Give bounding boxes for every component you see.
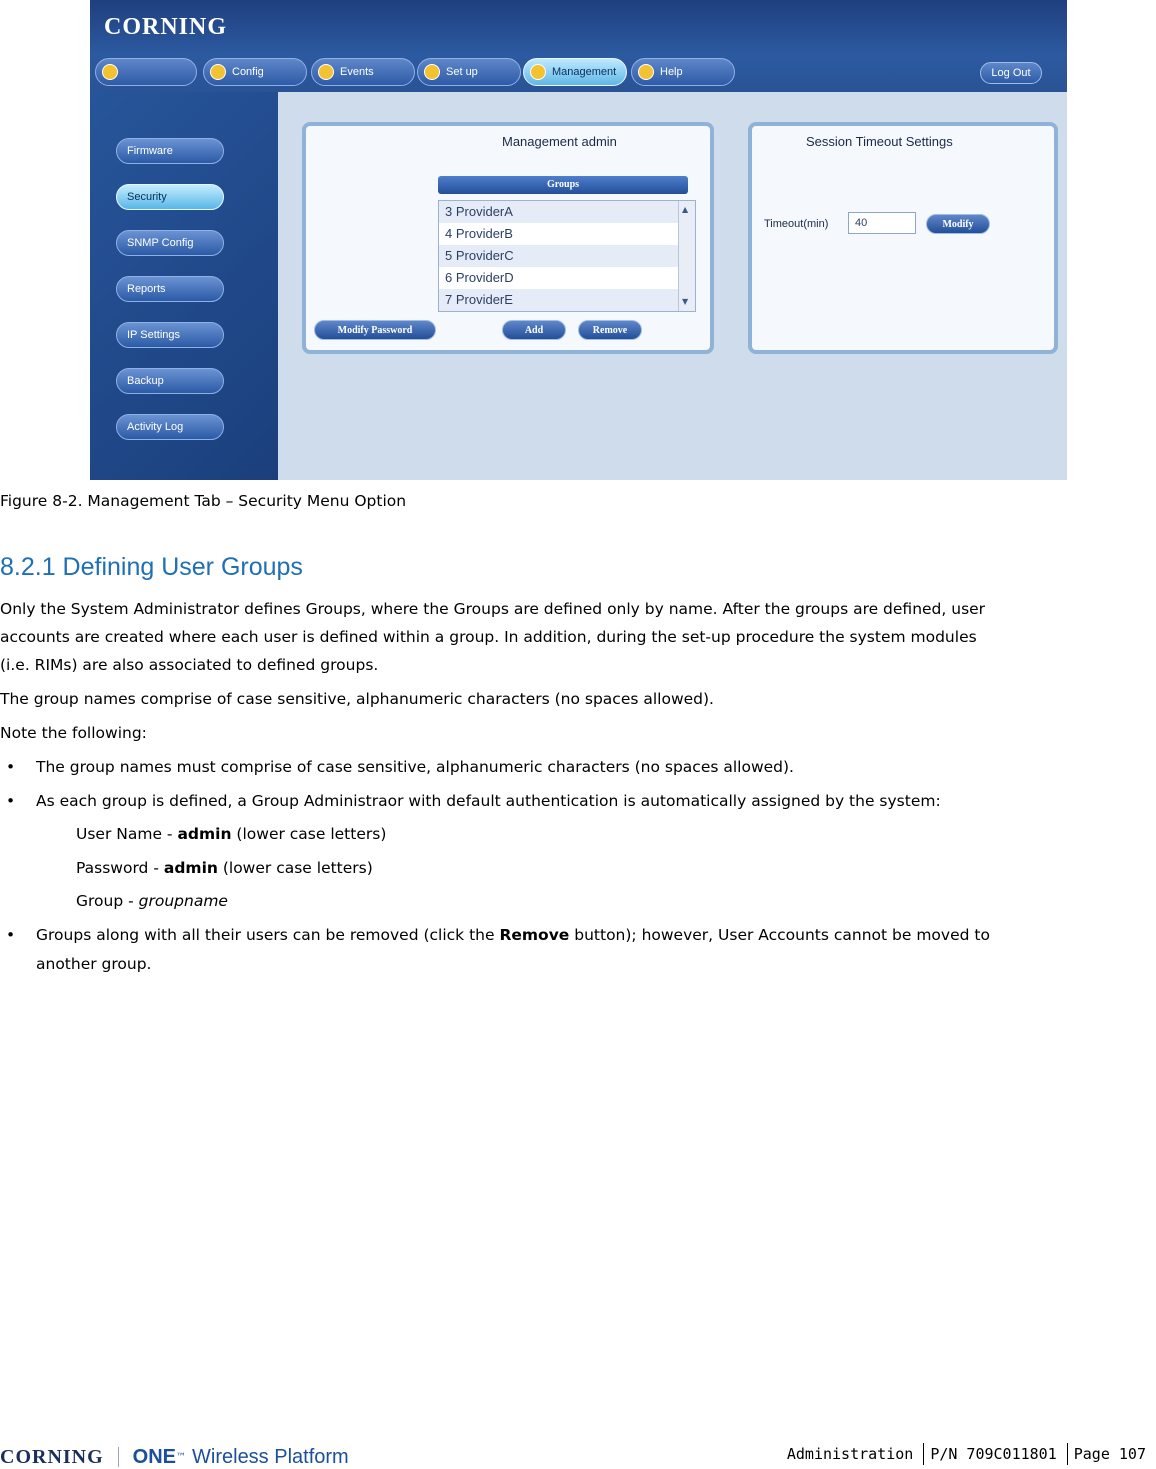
- corning-logo: CORNING: [104, 14, 228, 40]
- groups-header: Groups: [438, 176, 688, 194]
- default-group: Group - groupname: [76, 892, 228, 910]
- bullet-icon: •: [6, 758, 16, 776]
- modify-password-button[interactable]: Modify Password: [314, 320, 436, 340]
- nav-reports[interactable]: Reports: [116, 276, 224, 302]
- paragraph: accounts are created where each user is defined within a group. In addition, during the set-up procedure the system modules: [0, 628, 977, 646]
- paragraph: (i.e. RIMs) are also associated to defined groups.: [0, 656, 379, 674]
- bullet-icon: •: [6, 926, 16, 944]
- paragraph: Note the following:: [0, 724, 147, 742]
- scroll-up-icon[interactable]: ▲: [682, 205, 689, 214]
- groups-scrollbar[interactable]: [678, 201, 695, 311]
- nav-snmp-config[interactable]: SNMP Config: [116, 230, 224, 256]
- default-user-name: User Name - admin (lower case letters): [76, 825, 387, 843]
- footer-logo: CORNING ONE ™ Wireless Platform: [0, 1445, 349, 1468]
- tab-home[interactable]: [95, 58, 197, 86]
- list-item[interactable]: 7 ProviderE: [439, 289, 695, 311]
- scroll-down-icon[interactable]: ▼: [682, 297, 689, 306]
- management-admin-title: Management admin: [502, 134, 617, 149]
- events-icon: [318, 64, 334, 80]
- add-button[interactable]: Add: [502, 320, 566, 340]
- home-icon: [102, 64, 118, 80]
- tab-help[interactable]: Help: [631, 58, 735, 86]
- management-admin-panel: [302, 122, 714, 354]
- figure-caption: Figure 8-2. Management Tab – Security Menu Option: [0, 492, 407, 510]
- default-password: Password - admin (lower case letters): [76, 859, 373, 877]
- list-item[interactable]: 5 ProviderC: [439, 245, 695, 267]
- footer-page-info: [787, 1443, 1146, 1465]
- content-area: [278, 92, 1067, 480]
- nav-security[interactable]: Security: [116, 184, 224, 210]
- tab-management[interactable]: Management: [523, 58, 627, 86]
- nav-backup[interactable]: Backup: [116, 368, 224, 394]
- left-nav: [90, 92, 278, 480]
- wrench-icon: [210, 64, 226, 80]
- tab-events[interactable]: Events: [311, 58, 415, 86]
- tab-setup[interactable]: Set up: [417, 58, 521, 86]
- nav-ip-settings[interactable]: IP Settings: [116, 322, 224, 348]
- session-timeout-title: Session Timeout Settings: [806, 134, 953, 149]
- bullet-icon: •: [6, 792, 16, 810]
- management-icon: [530, 64, 546, 80]
- groups-list[interactable]: [438, 200, 696, 312]
- timeout-label: Timeout(min): [764, 218, 829, 230]
- paragraph: Only the System Administrator defines Groups, where the Groups are defined only by name. After the groups are defined, user: [0, 600, 986, 618]
- list-item[interactable]: 6 ProviderD: [445, 270, 514, 285]
- footer-section: Administration: [786, 1445, 914, 1463]
- logout-button[interactable]: Log Out: [980, 62, 1042, 84]
- timeout-input[interactable]: 40: [848, 212, 916, 234]
- app-header: [90, 0, 1067, 92]
- remove-button[interactable]: Remove: [578, 320, 642, 340]
- footer-part-number: P/N 709C011801: [930, 1445, 1057, 1463]
- list-item[interactable]: 4 ProviderB: [445, 226, 513, 241]
- session-timeout-panel: [748, 122, 1058, 354]
- nav-firmware[interactable]: Firmware: [116, 138, 224, 164]
- nav-activity-log[interactable]: Activity Log: [116, 414, 224, 440]
- footer-page-number: Page 107: [1073, 1445, 1146, 1463]
- section-heading: 8.2.1 Defining User Groups: [0, 553, 303, 581]
- modify-button[interactable]: Modify: [926, 214, 990, 234]
- footer-divider: [118, 1447, 119, 1467]
- paragraph: The group names comprise of case sensitive, alphanumeric characters (no spaces allowed).: [0, 690, 714, 708]
- management-screenshot: [90, 0, 1067, 480]
- list-item[interactable]: 3 ProviderA: [439, 201, 695, 223]
- setup-icon: [424, 64, 440, 80]
- tab-config[interactable]: Config: [203, 58, 307, 86]
- help-icon: [638, 64, 654, 80]
